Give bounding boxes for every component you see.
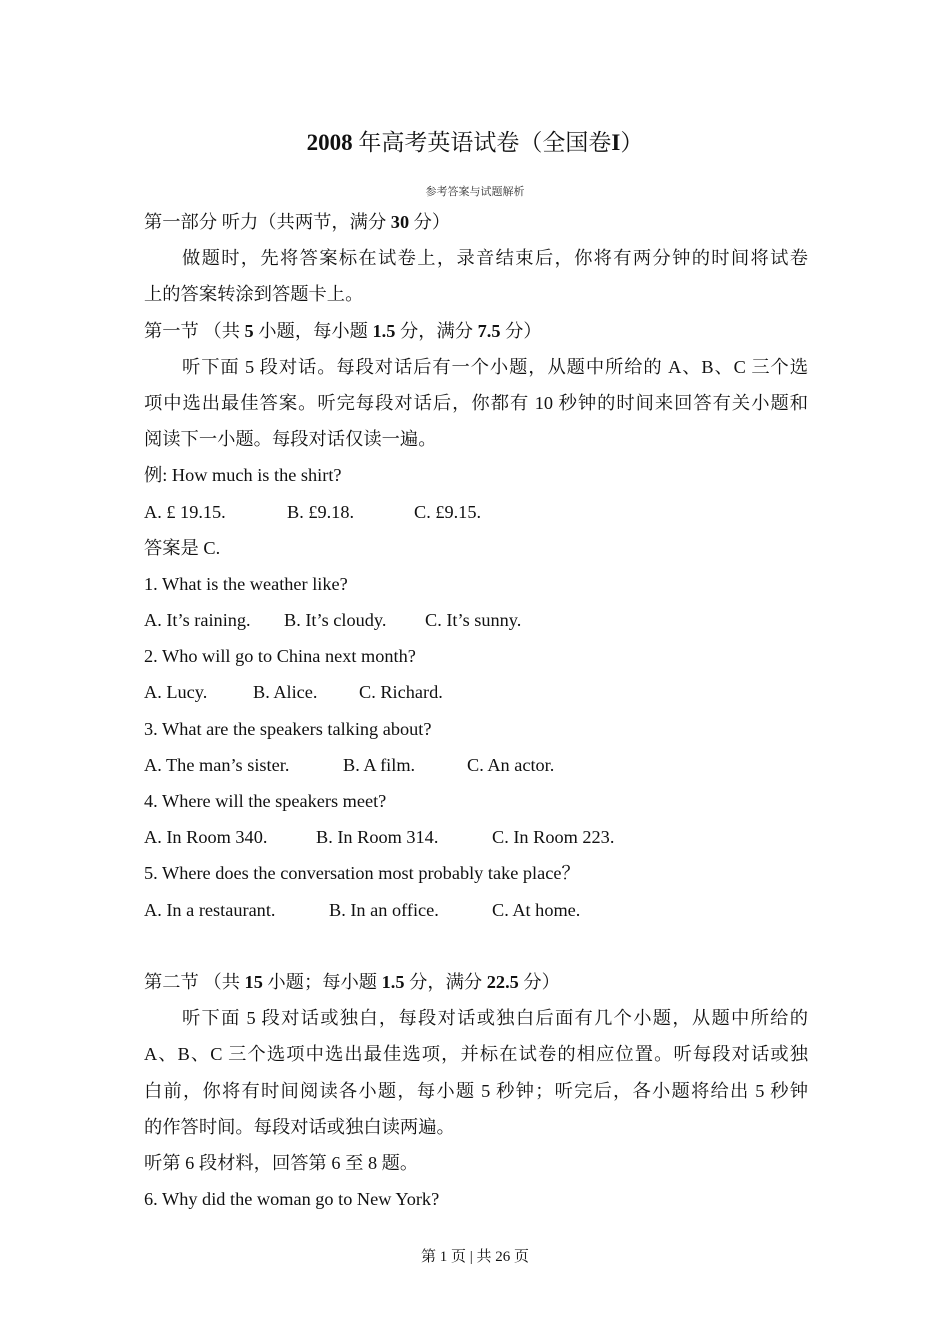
- text-segment: 5: [244, 320, 254, 341]
- option: B. It’s cloudy.: [284, 610, 387, 631]
- section1-instructions: 项中选出最佳答案。听完每段对话后，你都有 10 秒钟的时间来回答有关小题和: [144, 392, 808, 413]
- document-body: [144, 204, 808, 1217]
- option: A. In a restaurant.: [144, 899, 276, 920]
- question: 5. Where does the conversation most probably take place？: [144, 863, 580, 884]
- text-segment: 30: [390, 212, 410, 232]
- part1-instructions: 做题时，先将答案标在试卷上，录音结束后，你将有两分钟的时间将试卷: [182, 248, 808, 269]
- question-options: [144, 892, 808, 928]
- question-options: [144, 819, 808, 855]
- section1-instructions: 阅读下一小题。每段对话仅读一遍。: [144, 429, 437, 450]
- question-options: [144, 602, 808, 638]
- part1-heading: [144, 204, 808, 240]
- option: C. In Room 223.: [492, 827, 615, 848]
- section2-instructions: 的作答时间。每段对话或独白读两遍。: [144, 1116, 455, 1137]
- text-segment: 小题，每小题: [253, 320, 373, 341]
- spacer: [144, 928, 808, 964]
- question: 1. What is the weather like?: [144, 573, 348, 594]
- text-segment: 15: [244, 971, 263, 992]
- option: C. £9.15.: [414, 501, 482, 522]
- section1-instructions: 听下面 5 段对话。每段对话后有一个小题，从题中所给的 A、B、C 三个选: [182, 356, 808, 377]
- option: A. Lucy.: [144, 682, 208, 703]
- question: 6. Why did the woman go to New York?: [144, 1189, 440, 1210]
- material-note: 听第 6 段材料，回答第 6 至 8 题。: [144, 1152, 419, 1173]
- text-segment: I: [611, 130, 621, 155]
- option: C. It’s sunny.: [425, 610, 522, 631]
- option: C. Richard.: [359, 682, 443, 703]
- text-segment: 第二节 （共: [144, 971, 245, 992]
- option: B. Alice.: [253, 682, 318, 703]
- option: C. At home.: [492, 899, 581, 920]
- text-segment: 分，满分: [395, 320, 478, 341]
- option: A. In Room 340.: [144, 827, 268, 848]
- text-segment: ）: [620, 130, 644, 155]
- text-segment: 2008: [306, 130, 353, 155]
- text-segment: 小题；每小题: [262, 971, 382, 992]
- text-segment: 22.5: [486, 971, 519, 992]
- section2-instructions: A、B、C 三个选项中选出最佳选项，并标在试卷的相应位置。听每段对话或独: [144, 1044, 808, 1065]
- text-segment: 第一部分 听力（共两节，满分: [144, 212, 391, 232]
- question: 4. Where will the speakers meet?: [144, 791, 387, 811]
- option: C. An actor.: [467, 754, 555, 775]
- option: B. In an office.: [329, 899, 439, 920]
- option: A. It’s raining.: [144, 610, 251, 631]
- text-segment: 1.5: [372, 320, 396, 341]
- text-segment: 1.5: [381, 971, 405, 992]
- text-segment: 分）: [409, 212, 451, 232]
- option: B. In Room 314.: [316, 827, 439, 848]
- section2-heading: [144, 964, 808, 1000]
- question: 2. Who will go to China next month?: [144, 646, 416, 667]
- option: A. £ 19.15.: [144, 501, 226, 522]
- question: 3. What are the speakers talking about?: [144, 718, 432, 739]
- option: A. The man’s sister.: [144, 754, 290, 775]
- section2-instructions: 听下面 5 段对话或独白，每段对话或独白后面有几个小题，从题中所给的: [182, 1008, 808, 1029]
- text-segment: 分，满分: [404, 971, 487, 992]
- example-answer: 答案是 C.: [144, 537, 221, 558]
- section1-heading: [144, 313, 808, 349]
- page-footer: 第 1 页 | 共 26 页: [420, 1249, 529, 1265]
- section2-instructions: 白前，你将有时间阅读各小题，每小题 5 秒钟；听完后，各小题将给出 5 秒钟: [144, 1080, 808, 1101]
- example-question: 例: How much is the shirt?: [144, 465, 342, 486]
- part1-instructions: 上的答案转涂到答题卡上。: [144, 284, 364, 305]
- text-segment: 7.5: [477, 320, 501, 341]
- question-options: [144, 674, 808, 710]
- question-options: [144, 747, 808, 783]
- text-segment: 第一节 （共: [144, 320, 245, 341]
- document-subtitle: 参考答案与试题解析: [425, 186, 525, 198]
- text-segment: 分）: [518, 971, 560, 992]
- option: B. A film.: [343, 754, 416, 775]
- document-title: [0, 124, 950, 157]
- example-options: [144, 494, 808, 530]
- text-segment: 分）: [500, 320, 542, 341]
- option: B. £9.18.: [287, 501, 355, 522]
- text-segment: 年高考英语试卷（全国卷: [358, 130, 612, 155]
